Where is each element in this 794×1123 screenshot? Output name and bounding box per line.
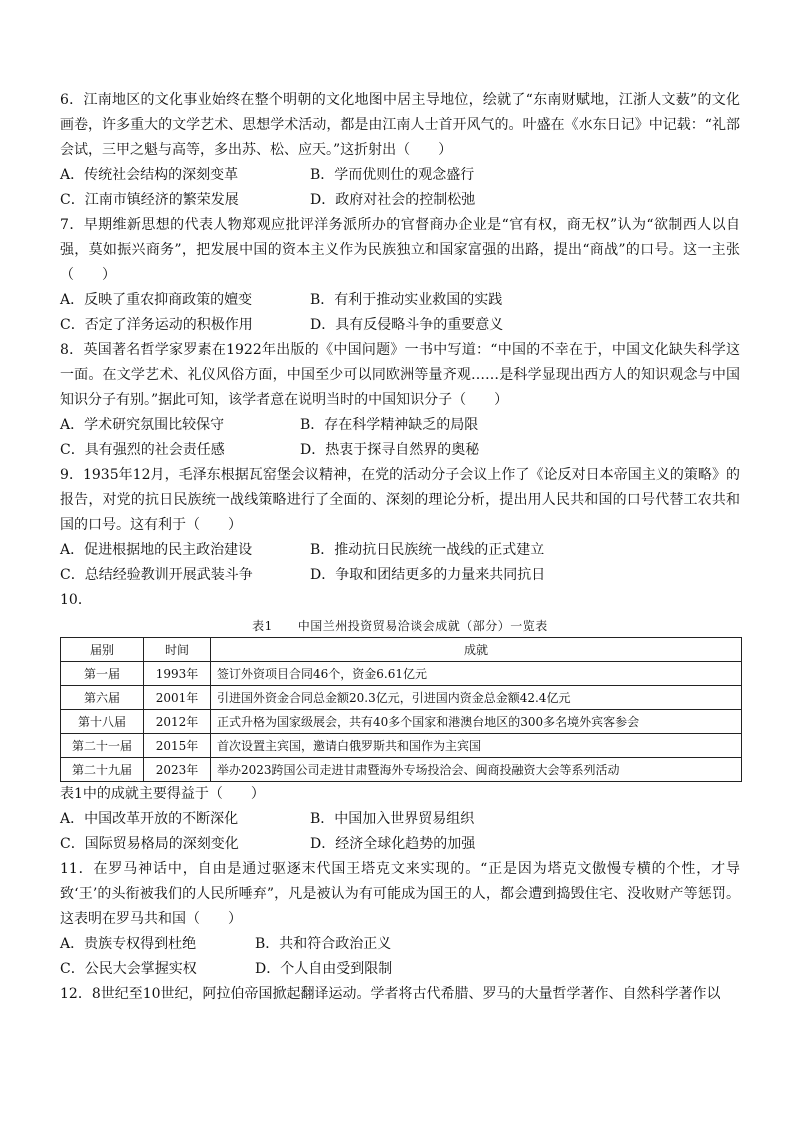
option-d[interactable]: D．具有反侵略斗争的重要意义: [310, 317, 504, 333]
options-row: [60, 932, 740, 957]
options-row: [60, 438, 740, 463]
options-row: [60, 807, 740, 832]
question-stem: 9．1935年12月，毛泽东根据瓦窑堡会议精神，在党的活动分子会议上作了《论反对日本帝国主义的策略》的报告，对党的抗日民族统一战线策略进行了全面的、深刻的理论分析，提出用人民共和国的口号代替工农共和国的口号。这有利于（ ）: [60, 467, 740, 533]
option-a[interactable]: A．贵族专权得到杜绝: [60, 936, 197, 952]
options-row: [60, 313, 740, 338]
option-a[interactable]: A．学术研究氛围比较保守: [60, 417, 225, 433]
column-header: 成就: [211, 638, 742, 662]
options-row: [60, 188, 740, 213]
question-stem: 7．早期维新思想的代表人物郑观应批评洋务派所办的官督商办企业是“官有权，商无权”认为“欲制西人以自强，莫如振兴商务”，把发展中国的资本主义作为民族独立和国家富强的出路，提出“商战”的口号。这一主张（ ）: [60, 217, 740, 283]
option-d[interactable]: D．热衷于探寻自然界的奥秘: [300, 442, 480, 458]
option-a[interactable]: A．中国改革开放的不断深化: [60, 811, 239, 827]
question-9: [60, 463, 740, 588]
option-c[interactable]: C．国际贸易格局的深刻变化: [60, 836, 239, 852]
option-d[interactable]: D．个人自由受到限制: [255, 961, 393, 977]
option-a[interactable]: A．反映了重农抑商政策的嬗变: [60, 292, 253, 308]
column-header: 时间: [144, 638, 211, 662]
option-b[interactable]: B．推动抗日民族统一战线的正式建立: [310, 542, 545, 558]
question-10: [60, 588, 740, 857]
table-cell: 第六届: [61, 686, 144, 710]
option-b[interactable]: B．学而优则仕的观念盛行: [310, 167, 475, 183]
achievements-table: [60, 637, 742, 782]
question-11: [60, 857, 740, 982]
question-stem: 11．在罗马神话中，自由是通过驱逐末代国王塔克文来实现的。“正是因为塔克文傲慢专横的个性，才导致‘王’的头衔被我们的人民所唾弃”，凡是被认为有可能成为国王的人，都会遭到捣毁住宅、没收财产等惩罚。这表明在罗马共和国（ ）: [60, 861, 740, 927]
exam-page: [60, 88, 740, 1007]
table-row: [61, 662, 742, 686]
option-d[interactable]: D．政府对社会的控制松弛: [310, 192, 476, 208]
table-cell: 第二十一届: [61, 734, 144, 758]
options-row: [60, 413, 740, 438]
option-b[interactable]: B．共和符合政治正义: [255, 936, 392, 952]
column-header: 届别: [61, 638, 144, 662]
table-cell: 首次设置主宾国，邀请白俄罗斯共和国作为主宾国: [211, 734, 742, 758]
table-row: [61, 758, 742, 782]
question-12: [60, 982, 740, 1007]
options-row: [60, 288, 740, 313]
question-stem: 8．英国著名哲学家罗素在1922年出版的《中国问题》一书中写道：“中国的不幸在于，中国文化缺失科学这一面。在文学艺术、礼仪风俗方面，中国至少可以同欧洲等量齐观……是科学显现出西方人的知识观念与中国知识分子有别。”据此可知，该学者意在说明当时的中国知识分子（ ）: [60, 342, 740, 408]
options-row: [60, 832, 740, 857]
table-cell: 举办2023跨国公司走进甘肃暨海外专场投洽会、闽商投融资大会等系列活动: [211, 758, 742, 782]
options-row: [60, 163, 740, 188]
table-row: [61, 710, 742, 734]
question-stem: 6．江南地区的文化事业始终在整个明朝的文化地图中居主导地位，绘就了“东南财赋地，江浙人文薮”的文化画卷，许多重大的文学艺术、思想学术活动，都是由江南人士首开风气的。叶盛在《水东日记》中记载：“礼部会试，三甲之魁与高等，多出苏、松、应天。”这折射出（ ）: [60, 92, 740, 158]
table-caption: 表1 中国兰州投资贸易洽谈会成就（部分）一览表: [252, 619, 548, 633]
table-cell: 2023年: [144, 758, 211, 782]
options-row: [60, 957, 740, 982]
question-6: [60, 88, 740, 213]
question-stem: 12．8世纪至10世纪，阿拉伯帝国掀起翻译运动。学者将古代希腊、罗马的大量哲学著作、自然科学著作以: [60, 986, 721, 1002]
table-cell: 2012年: [144, 710, 211, 734]
question-stem: 表1中的成就主要得益于（ ）: [60, 786, 265, 802]
option-c[interactable]: C．否定了洋务运动的积极作用: [60, 317, 253, 333]
option-c[interactable]: C．具有强烈的社会责任感: [60, 442, 225, 458]
question-number: 10．: [60, 592, 92, 608]
table-cell: 1993年: [144, 662, 211, 686]
question-8: [60, 338, 740, 463]
table-cell: 引进国外资金合同总金额20.3亿元，引进国内资金总金额42.4亿元: [211, 686, 742, 710]
option-c[interactable]: C．公民大会掌握实权: [60, 961, 197, 977]
table-row: [61, 686, 742, 710]
table-header-row: [61, 638, 742, 662]
option-c[interactable]: C．总结经验教训开展武装斗争: [60, 567, 253, 583]
table-cell: 第一届: [61, 662, 144, 686]
table-cell: 第二十九届: [61, 758, 144, 782]
option-d[interactable]: D．争取和团结更多的力量来共同抗日: [310, 567, 546, 583]
table-cell: 2001年: [144, 686, 211, 710]
option-c[interactable]: C．江南市镇经济的繁荣发展: [60, 192, 239, 208]
option-a[interactable]: A．促进根据地的民主政治建设: [60, 542, 253, 558]
option-d[interactable]: D．经济全球化趋势的加强: [310, 836, 476, 852]
table-cell: 正式升格为国家级展会，共有40多个国家和港澳台地区的300多名境外宾客参会: [211, 710, 742, 734]
option-b[interactable]: B．中国加入世界贸易组织: [310, 811, 475, 827]
table-row: [61, 734, 742, 758]
option-b[interactable]: B．存在科学精神缺乏的局限: [300, 417, 479, 433]
options-row: [60, 563, 740, 588]
table-cell: 2015年: [144, 734, 211, 758]
option-a[interactable]: A．传统社会结构的深刻变革: [60, 167, 239, 183]
table-cell: 第十八届: [61, 710, 144, 734]
table-cell: 签订外资项目合同46个，资金6.61亿元: [211, 662, 742, 686]
option-b[interactable]: B．有利于推动实业救国的实践: [310, 292, 503, 308]
question-7: [60, 213, 740, 338]
options-row: [60, 538, 740, 563]
